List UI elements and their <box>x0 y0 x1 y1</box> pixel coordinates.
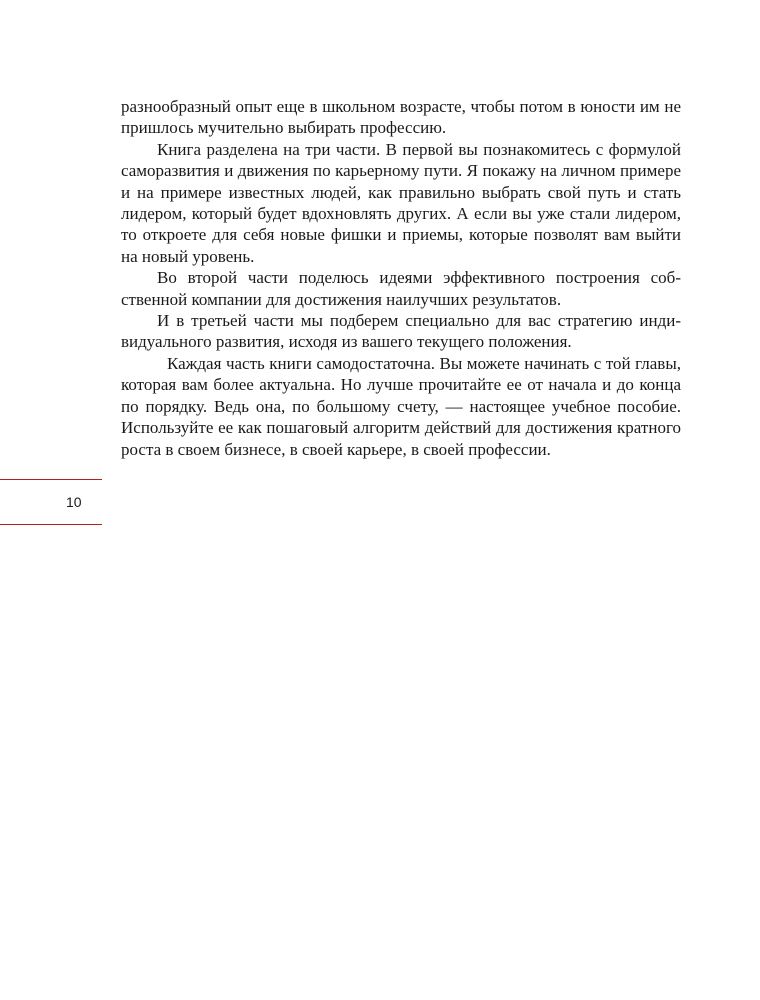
paragraph-5: Каждая часть книги самодостаточна. Вы можете начинать с той главы, которая вам более актуальна. Но лучше прочитайте ее от начала и до конца по порядку. Ведь она, по большому счету, — настоящее учебное пособие. Используйте ее как пошаговый алгоритм действий для достижения кратного роста в своем бизнесе, в своей карьере, в своей профессии. <box>121 353 681 459</box>
body-text <box>121 96 681 460</box>
paragraph-1: разнообразный опыт еще в школьном возрасте, чтобы потом в юности им не пришлось мучительно выбирать профессию. <box>121 97 681 138</box>
paragraph-4: И в третьей части мы подберем специально для вас стратегию индивидуального развития, исходя из вашего текущего положения. <box>121 311 681 352</box>
paragraph-3: Во второй части поделюсь идеями эффективного построения собственной компании для достижения наилучших результатов. <box>121 268 681 309</box>
page-number-rule-top <box>0 479 102 480</box>
page-number-rule-bottom <box>0 524 102 525</box>
page-number: 10 <box>66 494 82 510</box>
paragraph-2: Книга разделена на три части. В первой вы познакомитесь с формулой саморазвития и движения по карьерному пути. Я покажу на личном примере и на примере известных людей, как правильно выбрать свой путь и стать лидером, который будет вдохновлять других. А если вы уже стали лидером, то откроете для себя новые фишки и приемы, которые позволят вам выйти на новый уровень. <box>121 139 681 266</box>
